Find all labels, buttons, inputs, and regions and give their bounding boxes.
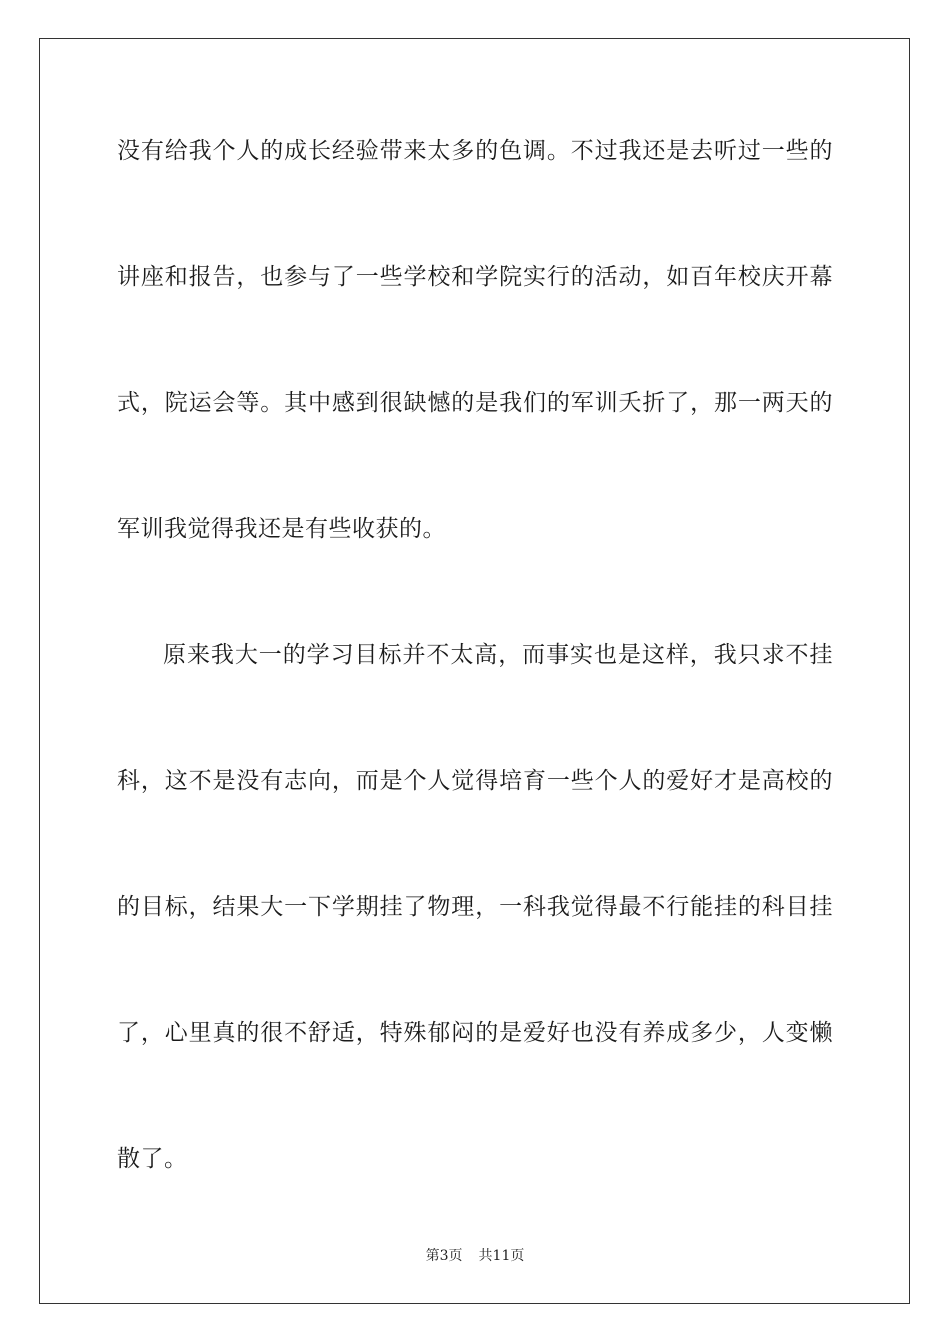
- text-line: 没有给我个人的成长经验带来太多的色调。不过我还是去听过一些的: [117, 138, 833, 164]
- text-line: 讲座和报告，也参与了一些学校和学院实行的活动，如百年校庆开幕: [117, 264, 833, 290]
- text-line: 的目标，结果大一下学期挂了物理，一科我觉得最不行能挂的科目挂: [117, 894, 833, 920]
- text-line: 了，心里真的很不舒适，特殊郁闷的是爱好也没有养成多少，人变懒: [117, 1020, 833, 1046]
- paragraph-first-line: 原来我大一的学习目标并不太高，而事实也是这样，我只求不挂: [163, 642, 833, 668]
- page-number-current: 第3页: [425, 1248, 463, 1264]
- text-line: 式，院运会等。其中感到很缺憾的是我们的军训夭折了，那一两天的: [117, 390, 833, 416]
- page-number-total: 共11页: [478, 1248, 525, 1264]
- document-body: [117, 126, 833, 1260]
- text-line: 散了。: [117, 1146, 188, 1172]
- page-footer: [0, 1245, 950, 1265]
- text-line: 科，这不是没有志向，而是个人觉得培育一些个人的爱好才是高校的: [117, 768, 833, 794]
- text-line: 军训我觉得我还是有些收获的。: [117, 516, 446, 542]
